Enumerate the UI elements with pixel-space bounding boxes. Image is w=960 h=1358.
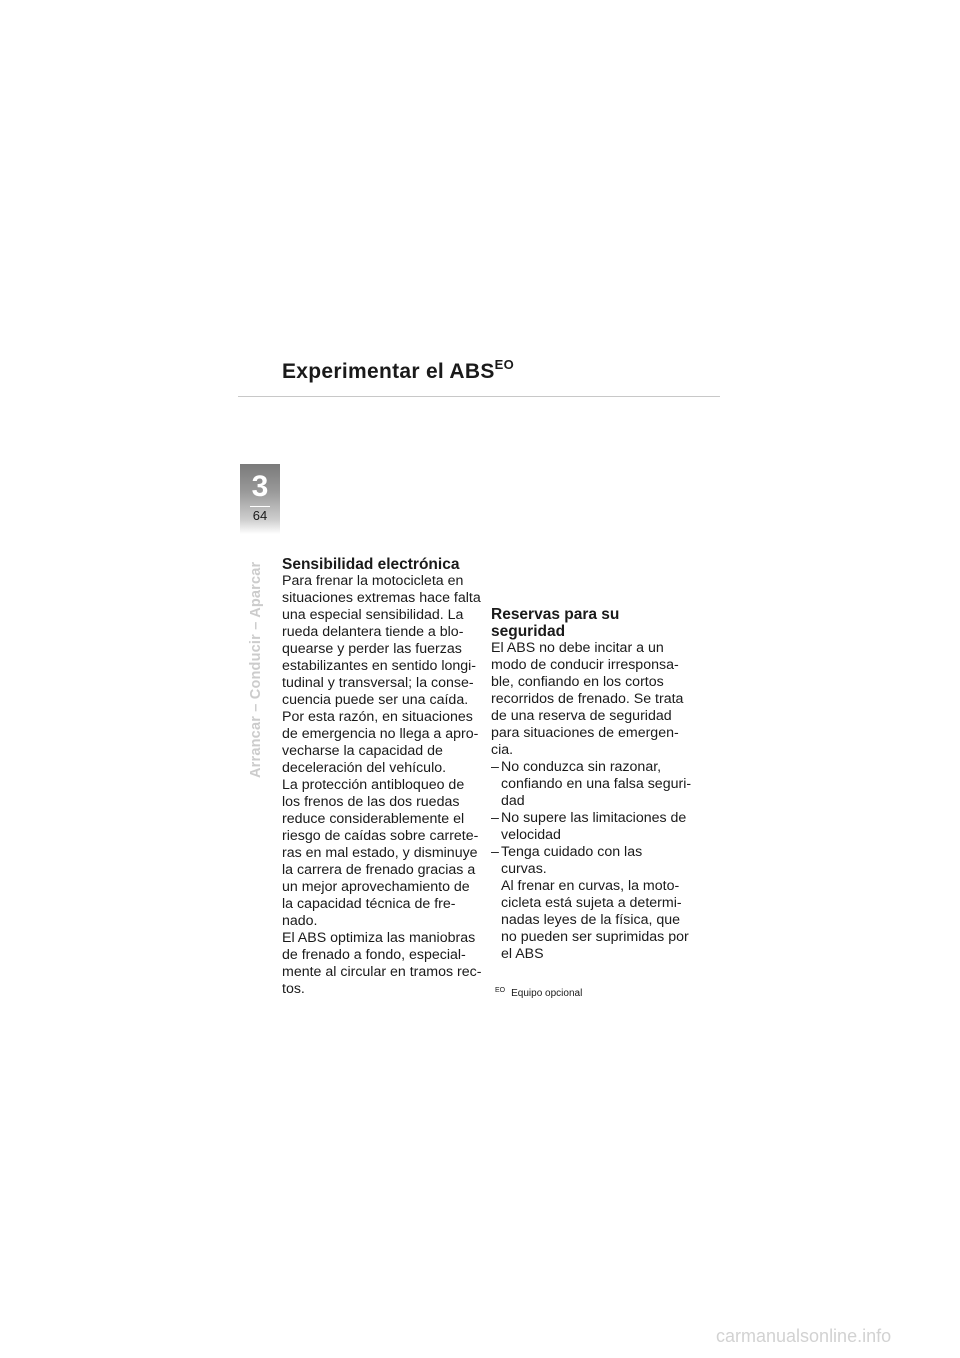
body-line: recorridos de frenado. Se trata [491,691,684,707]
footnote-text: Equipo opcional [511,988,583,999]
list-item [491,759,701,810]
list-item-line: dad [501,793,525,809]
section-safety-reserves [491,606,701,963]
list-item-line: Tenga cuidado con las [501,844,643,860]
body-line: La protección antibloqueo de [282,777,465,793]
footnote-marker: EO [495,987,506,994]
body-line: estabilizantes en sentido longi- [282,658,477,674]
section-body [491,640,701,759]
body-line: de emergencia no llega a apro- [282,726,479,742]
section-electronic-sensitivity [282,556,482,998]
page-number: 64 [252,508,268,523]
body-line: mente al circular en tramos rec- [282,964,482,980]
chapter-divider [250,506,270,507]
body-line: la carrera de frenado gracias a [282,862,476,878]
body-line: Por esta razón, en situaciones [282,709,473,725]
list-dash: – [491,759,499,775]
list-dash: – [491,810,499,826]
body-line: Para frenar la motocicleta en [282,573,464,589]
list-item-line: velocidad [501,827,561,843]
page-title [282,357,515,384]
body-line: una especial sensibilidad. La [282,607,464,623]
body-line: de frenado a fondo, especial- [282,947,466,963]
list-item [491,810,701,844]
advice-list [491,759,701,963]
body-line: modo de conducir irresponsa- [491,657,679,673]
watermark: carmanualsonline.info [716,1326,892,1346]
body-line: El ABS no debe incitar a un [491,640,664,656]
body-line: El ABS optimiza las maniobras [282,930,476,946]
footnote [495,988,582,999]
body-line: reduce considerablemente el [282,811,465,827]
heading-line: seguridad [491,623,566,640]
list-item-line: no pueden ser suprimidas por [501,929,689,945]
heading-line: Reservas para su [491,606,620,623]
body-line: un mejor aprovechamiento de [282,879,470,895]
list-item-line: cicleta está sujeta a determi- [501,895,682,911]
body-line: para situaciones de emergen- [491,725,679,741]
list-item-line: confiando en una falsa seguri- [501,776,692,792]
body-line: cuencia puede ser una caída. [282,692,469,708]
list-item-line: Al frenar en curvas, la moto- [501,878,680,894]
list-item-line: el ABS [501,946,544,962]
chapter-side-label: Arrancar – Conducir – Aparcar [248,561,264,778]
page-title-text: Experimentar el ABS [282,360,495,383]
body-line: situaciones extremas hace falta [282,590,481,606]
body-line: quearse y perder las fuerzas [282,641,462,657]
chapter-tab [240,464,280,534]
body-line: tos. [282,981,305,997]
section-heading [491,606,701,640]
list-item-line: No supere las limitaciones de [501,810,687,826]
body-line: tudinal y transversal; la conse- [282,675,474,691]
body-line: ras en mal estado, y disminuye [282,845,478,861]
body-line: vecharse la capacidad de [282,743,443,759]
list-item [491,844,701,963]
body-line: nado. [282,913,318,929]
body-line: cia. [491,742,514,758]
body-line: ble, confiando en los cortos [491,674,664,690]
chapter-number: 3 [251,470,269,503]
body-line: riesgo de caídas sobre carrete- [282,828,479,844]
body-line: los frenos de las dos ruedas [282,794,460,810]
list-item-line: No conduzca sin razonar, [501,759,662,775]
title-divider [238,396,720,397]
page-title-superscript: EO [494,357,515,372]
section-body [282,573,482,998]
body-line: deceleración del vehículo. [282,760,447,776]
body-line: la capacidad técnica de fre- [282,896,456,912]
list-dash: – [491,844,499,860]
body-line: de una reserva de seguridad [491,708,672,724]
list-item-line: curvas. [501,861,547,877]
list-item-line: nadas leyes de la física, que [501,912,681,928]
body-line: rueda delantera tiende a blo- [282,624,464,640]
section-heading: Sensibilidad electrónica [282,556,460,573]
